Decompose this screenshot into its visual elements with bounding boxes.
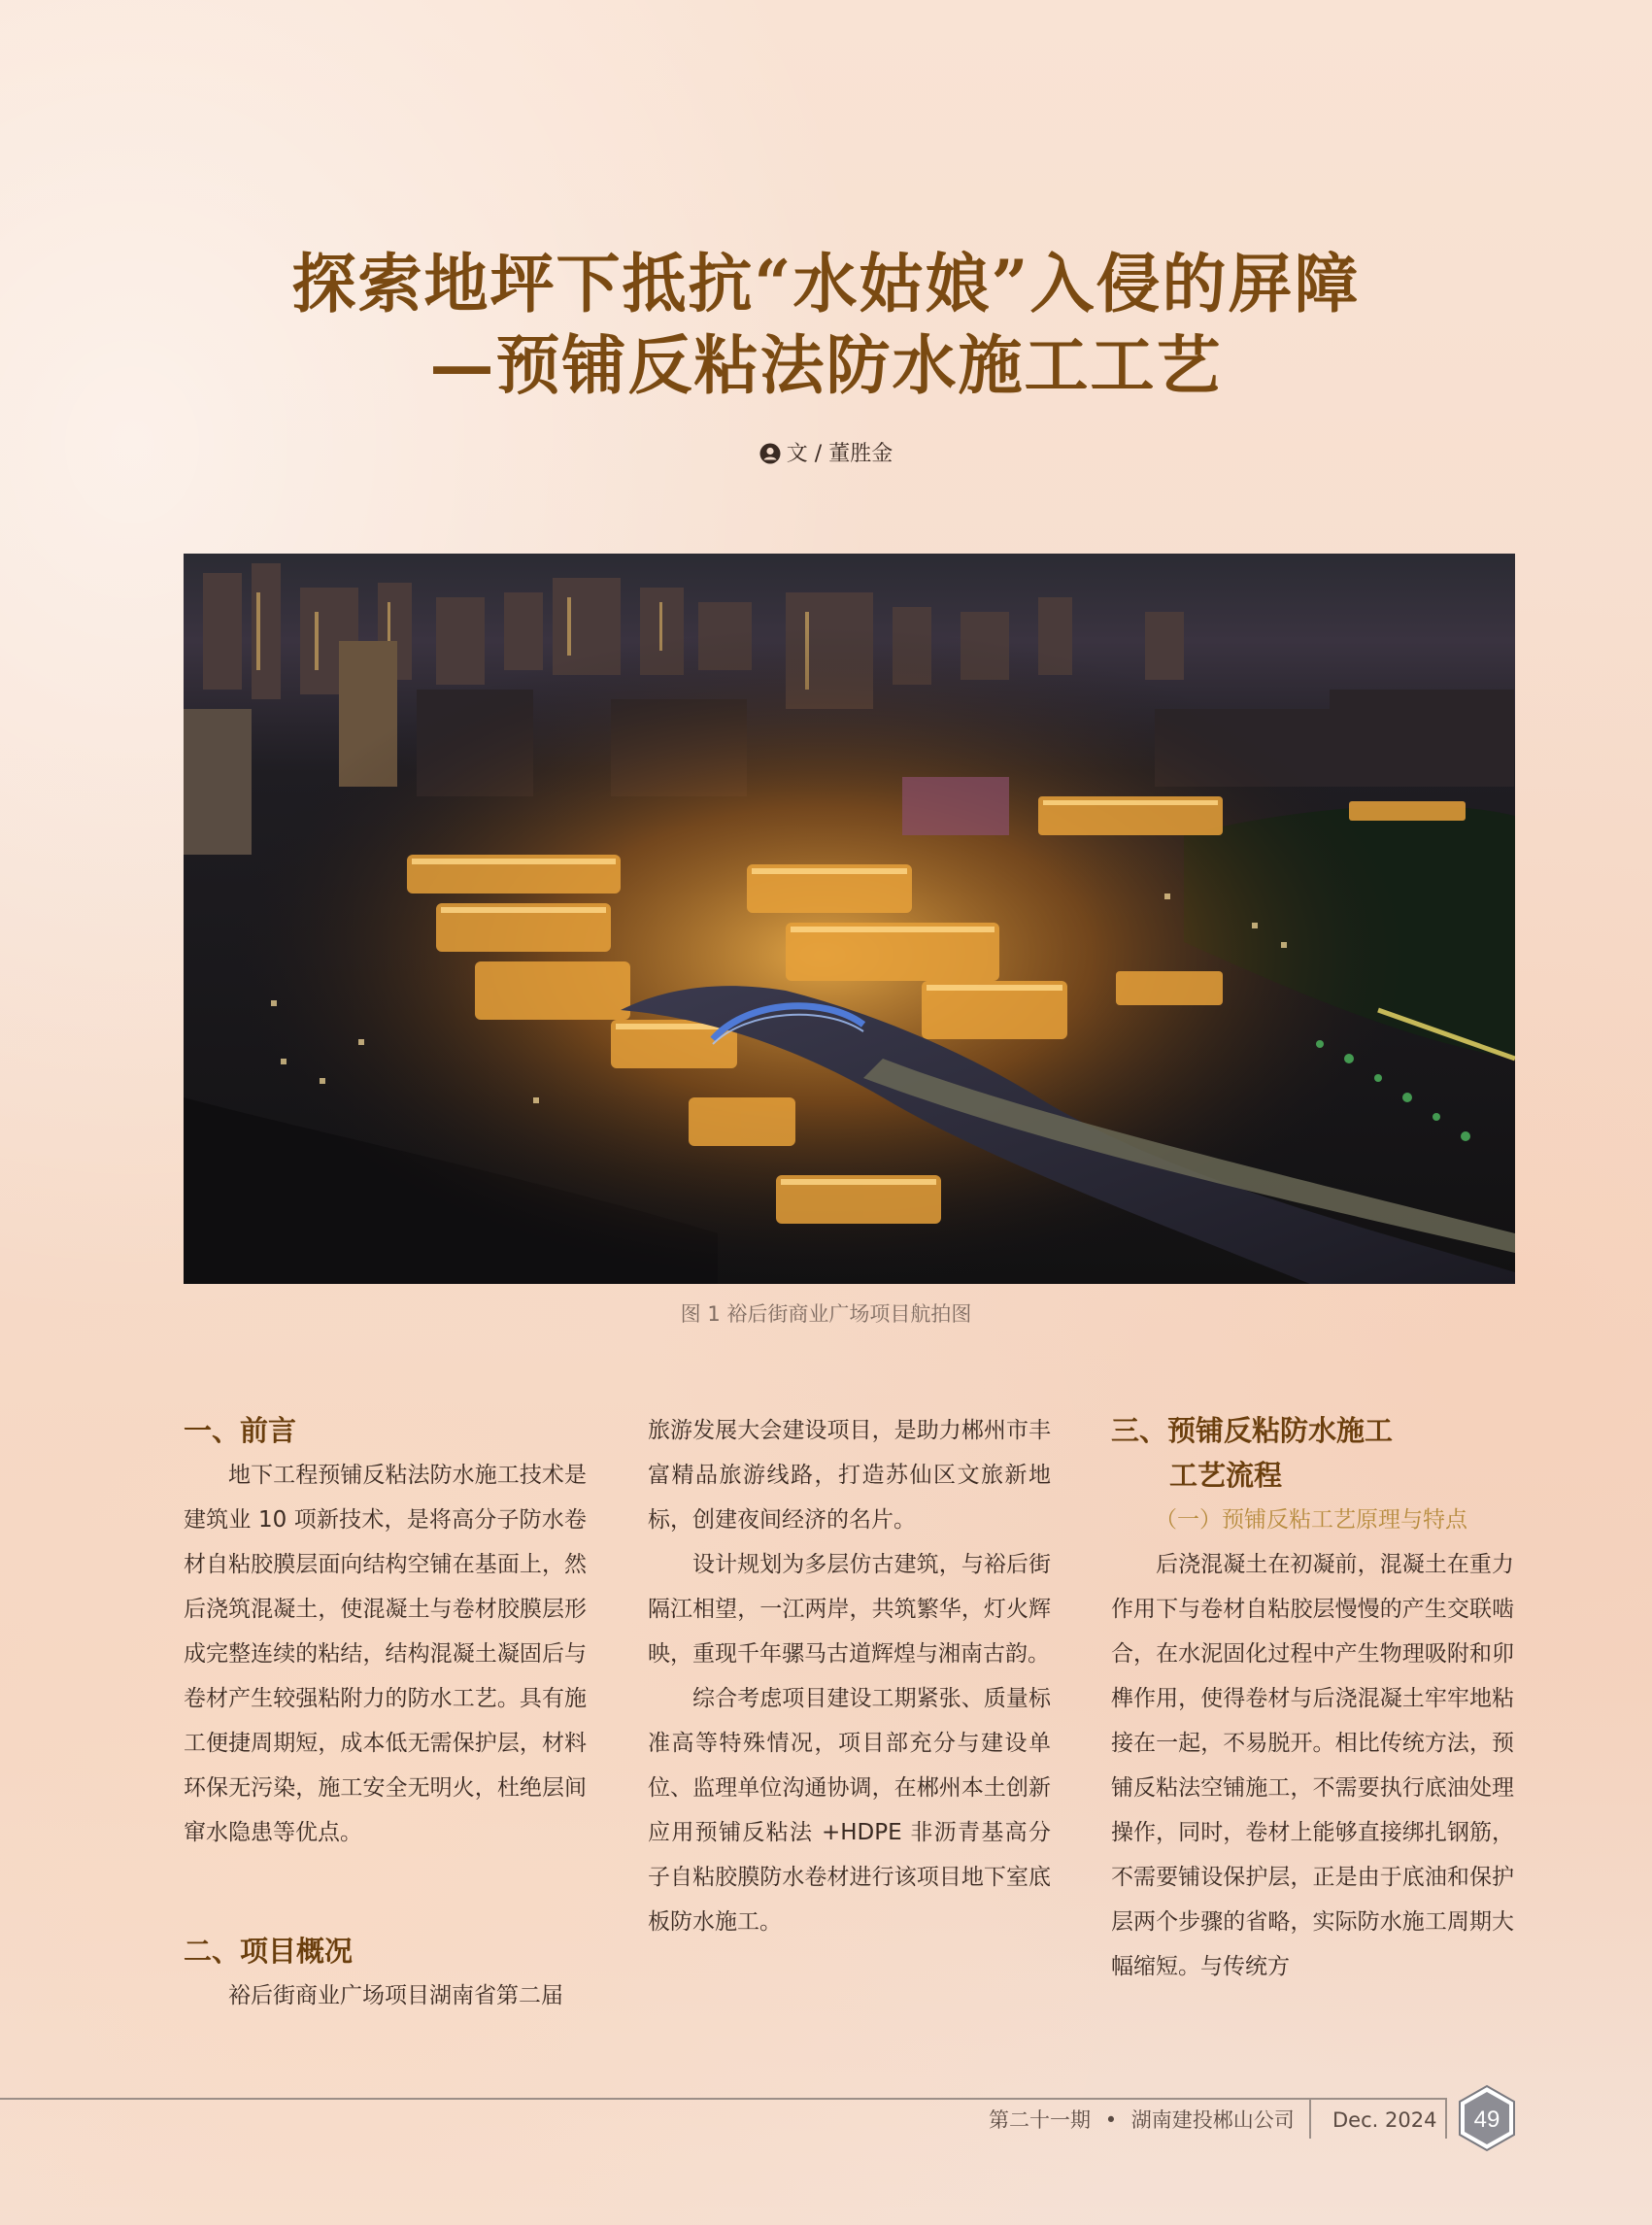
section-3-subheading: （一）预铺反粘工艺原理与特点 xyxy=(1155,1507,1467,1533)
section-1-paragraph: 地下工程预铺反粘法防水施工技术是建筑业 10 项新技术，是将高分子防水卷材自粘胶膜层面向结构空铺在基面上，然后浇筑混凝土，使混凝土与卷材胶膜层形成完整连续的粘结，结构混凝土凝固后与卷材产生较强粘附力的防水工艺。具有施工便捷周期短，成本低无需保护层，材料环保无污染，施工安全无明火，杜绝层间窜水隐患等优点。 xyxy=(184,1463,587,1845)
section-1-heading: 一、前言 xyxy=(184,1414,297,1447)
title-line-2: —预铺反粘法防水施工工艺 xyxy=(429,327,1223,403)
hexagon-icon xyxy=(1457,2084,1517,2152)
footer-date: Dec. 2024 xyxy=(1332,2108,1437,2132)
column-2 xyxy=(648,1408,1051,1944)
author-icon xyxy=(759,443,781,464)
column-1 xyxy=(184,1408,587,2018)
footer-divider xyxy=(1309,2098,1311,2139)
column-3 xyxy=(1111,1408,1514,1989)
footer-rule xyxy=(0,2098,1447,2100)
footer-bullet: • xyxy=(1104,2108,1118,2132)
section-2-paragraph-2: 设计规划为多层仿古建筑，与裕后街隔江相望，一江两岸，共筑繁华，灯火辉映，重现千年骡马古道辉煌与湘南古韵。 xyxy=(648,1552,1051,1667)
night-aerial-photo-icon xyxy=(184,554,1515,1284)
page-number-badge xyxy=(1457,2084,1517,2152)
footer-issue-info xyxy=(989,2104,1295,2137)
title-line-1: 探索地坪下抵抗“水姑娘”入侵的屏障 xyxy=(291,246,1361,321)
footer-issue: 第二十一期 xyxy=(989,2108,1091,2132)
section-2-paragraph-3: 综合考虑项目建设工期紧张、质量标准高等特殊情况，项目部充分与建设单位、监理单位沟通协调，在郴州本土创新应用预铺反粘法 +HDPE 非沥青基高分子自粘胶膜防水卷材进行该项目地下室底板防水施工。 xyxy=(648,1686,1051,1935)
aerial-night-photo xyxy=(184,554,1515,1284)
figure-caption: 图 1 裕后街商业广场项目航拍图 xyxy=(680,1302,972,1326)
section-2-paragraph-continued: 旅游发展大会建设项目，是助力郴州市丰富精品旅游线路，打造苏仙区文旅新地标，创建夜间经济的名片。 xyxy=(648,1418,1051,1533)
article-title xyxy=(0,243,1652,406)
section-3-heading-line-1: 三、预铺反粘防水施工 xyxy=(1111,1414,1394,1447)
byline xyxy=(0,437,1652,467)
footer-company: 湖南建投郴山公司 xyxy=(1130,2108,1295,2132)
section-2-heading: 二、项目概况 xyxy=(184,1935,354,1968)
byline-text: 文 / 董胜金 xyxy=(786,442,893,466)
page-number: 49 xyxy=(1473,2107,1500,2133)
section-2-paragraph-start: 裕后街商业广场项目湖南省第二届 xyxy=(228,1983,563,2008)
section-3-heading-line-2: 工艺流程 xyxy=(1169,1459,1283,1492)
section-3-paragraph: 后浇混凝土在初凝前，混凝土在重力作用下与卷材自粘胶层慢慢的产生交联啮合，在水泥固化过程中产生物理吸附和卯榫作用，使得卷材与后浇混凝土牢牢地粘接在一起，不易脱开。相比传统方法，预铺反粘法空铺施工，不需要执行底油处理操作，同时，卷材上能够直接绑扎钢筋，不需要铺设保护层，正是由于底油和保护层两个步骤的省略，实际防水施工周期大幅缩短。与传统方 xyxy=(1111,1552,1514,1979)
footer-divider xyxy=(1445,2098,1447,2139)
